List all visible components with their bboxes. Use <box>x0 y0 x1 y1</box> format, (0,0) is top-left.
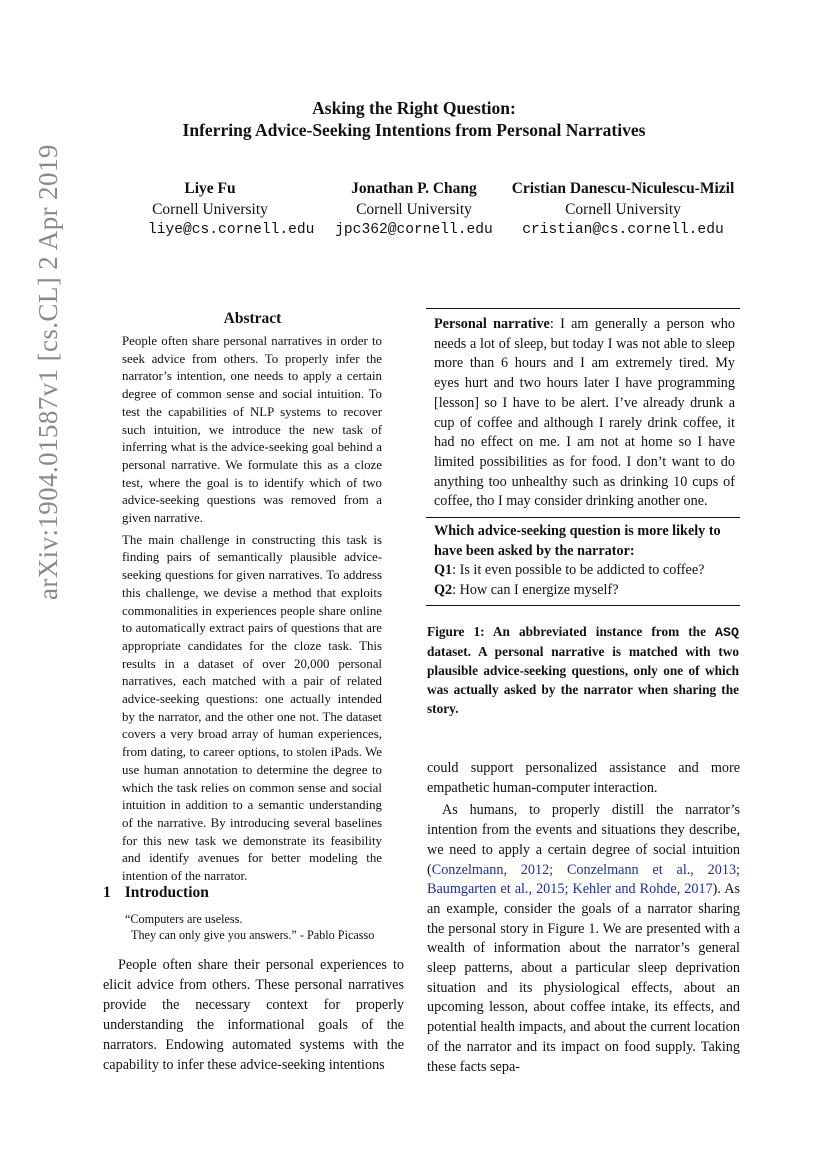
narrative-label: Personal narrative <box>434 316 550 332</box>
abstract-body <box>122 333 382 890</box>
author-affiliation: Cornell University <box>565 201 681 218</box>
quote-line-1: “Computers are useless. <box>125 912 243 926</box>
figure-1-caption <box>427 622 739 718</box>
citation-link[interactable]: Conzelmann, 2012; Conzelmann et al., 2013; Baumgarten et al., 2015; Kehler and Rohde, 2017 <box>427 861 740 898</box>
author-affiliation: Cornell University <box>152 201 268 218</box>
caption-pre: Figure 1: An abbreviated instance from the <box>427 624 716 639</box>
right-column-body <box>427 759 740 1077</box>
caption-post: dataset. A personal narrative is matched with two plausible advice-seeking questions, only one of which was actually asked by the narrator when sharing the story. <box>427 644 739 716</box>
author-name: Cristian Danescu-Niculescu-Mizil <box>511 180 735 197</box>
title-line-1: Asking the Right Question: <box>312 98 516 118</box>
intro-body <box>103 955 404 1075</box>
intro-paragraph-1: People often share their personal experiences to elicit advice from others. These personal narratives provide the necessary context for properly understanding the informational goals of the narrators. Endowing automated systems with the capability to infer these advice-seeking intentions <box>103 957 404 1073</box>
paper-title <box>0 97 828 141</box>
caption-dataset-name: ASQ <box>715 625 739 640</box>
right-paragraph-0: could support personalized assistance and more empathetic human-computer interaction. <box>427 760 740 796</box>
author-email[interactable]: cristian@cs.cornell.edu <box>522 222 724 238</box>
q2-text: : How can I energize myself? <box>452 582 619 599</box>
author-3 <box>500 178 746 241</box>
author-name: Liye Fu <box>184 180 236 197</box>
author-email[interactable]: jpc362@cornell.edu <box>335 222 493 238</box>
quote-line-2: They can only give you answers.” - Pablo Picasso <box>131 928 375 942</box>
author-name: Jonathan P. Chang <box>351 180 477 197</box>
abstract-heading: Abstract <box>223 310 282 327</box>
author-2 <box>310 178 518 241</box>
right-paragraph-1 <box>427 801 740 1077</box>
abstract-paragraph-2: The main challenge in constructing this task is finding pairs of semantically plausible advice-seeking questions for given narratives. To address this challenge, we devise a method that exploits commonalities in experiences people share online to automatically extract pairs of questions that are appropriate candidates for the cloze task. This results in a dataset of over 20,000 personal narratives, each matched with a pair of related advice-seeking questions: one actually intended by the narrator, and the other one not. The dataset covers a very broad array of human experiences, from dating, to career options, to stolen iPads. We use human annotation to determine the degree to which the task relies on common sense and social intuition in addition to a semantic understanding of the narrative. By introducing several baselines for this new task we demonstrate its feasibility and identify avenues for better modeling the intention of the narrator. <box>122 532 382 884</box>
epigraph-quote <box>125 911 374 943</box>
q1-text: : Is it even possible to be addicted to coffee? <box>452 562 705 579</box>
right-paragraph-1-end: ). As an example, consider the goals of a narrator sharing the personal story in Figure 1. We are presented with a wealth of information about the narrator’s general sleep patterns, about a particular sleep deprivation situation and its physiological effects, about an upcoming lesson, about coffee intake, its effects, and potential health impacts, and about the current location of the narrator and its impact on food supply. Taking these facts sepa- <box>427 881 740 1075</box>
q2-label: Q2 <box>434 582 453 599</box>
question-block <box>426 518 740 605</box>
question-prompt: Which advice-seeking question is more likely to have been asked by the narrator: <box>434 523 721 559</box>
question-1 <box>434 561 735 581</box>
figure-1-box <box>426 308 740 606</box>
personal-narrative <box>426 309 740 518</box>
title-line-2: Inferring Advice-Seeking Intentions from Personal Narratives <box>182 120 646 140</box>
author-affiliation: Cornell University <box>356 201 472 218</box>
section-heading-introduction <box>103 884 209 902</box>
narrative-text: : I am generally a person who needs a lot of sleep, but today I was not able to sleep more than 6 hours and I am extremely tired. My eyes hurt and two hours later I have programming [lesson] so I have to be alert. I’ve already drunk a cup of coffee and although I rarely drink coffee, it had no effect on me. I am not at home so I have limited possibilities as for food. I don’t want to do anything too unhealthy such as drinking 10 cups of coffee, tho I may consider drinking another one. <box>434 316 735 510</box>
author-1 <box>148 178 315 241</box>
right-paragraph-1-start: As humans, to properly distill the narrator’s intention from the events and situations they describe, we need to apply a certain degree of social intuition ( <box>427 802 740 878</box>
author-email[interactable]: liye@cs.cornell.edu <box>148 222 315 238</box>
q1-label: Q1 <box>434 562 453 579</box>
arxiv-stamp[interactable]: arXiv:1904.01587v1 [cs.CL] 2 Apr 2019 <box>33 144 63 600</box>
question-2 <box>434 581 735 601</box>
abstract-paragraph-1: People often share personal narratives in order to seek advice from others. To properly infer the narrator’s intention, one needs to apply a certain degree of common sense and social intuition. To test the capabilities of NLP systems to recover such intuition, we introduce the new task of inferring what is the advice-seeking goal behind a personal narrative. We formulate this as a cloze test, where the goal is to identify which of two advice-seeking questions was removed from a given narrative. <box>122 334 382 526</box>
section-title: Introduction <box>124 884 209 901</box>
section-number: 1 <box>103 884 111 901</box>
